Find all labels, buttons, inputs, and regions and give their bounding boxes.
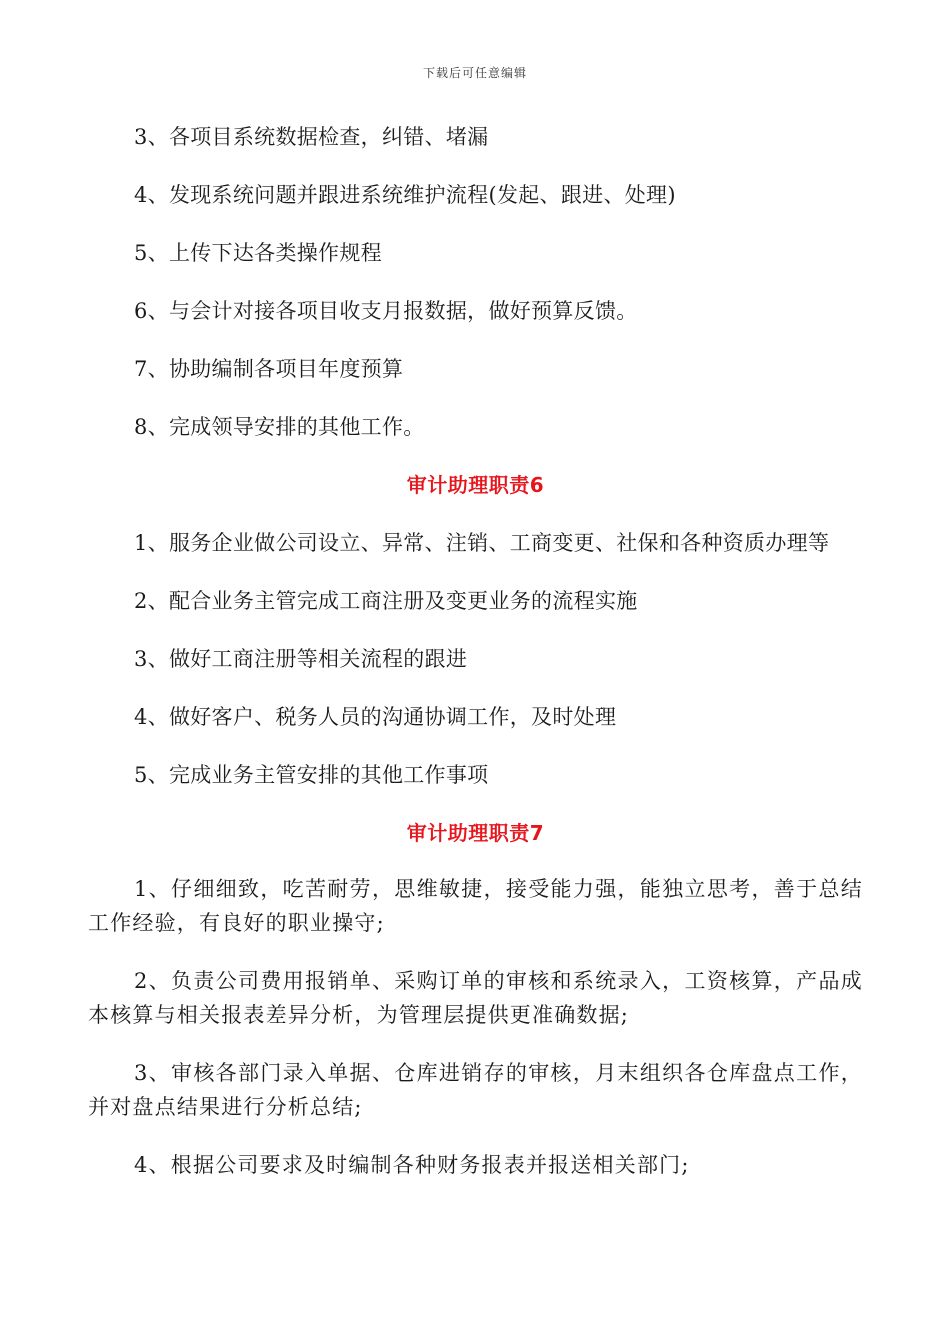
paragraph: 4、根据公司要求及时编制各种财务报表并报送相关部门; xyxy=(134,1153,690,1177)
section-heading-7: 审计助理职责7 xyxy=(406,821,545,845)
list-item: 6、与会计对接各项目收支月报数据，做好预算反馈。 xyxy=(134,299,638,323)
list-item: 3、做好工商注册等相关流程的跟进 xyxy=(134,647,468,671)
list-item: 5、完成业务主管安排的其他工作事项 xyxy=(134,763,489,787)
page-header: 下载后可任意编辑 xyxy=(422,66,527,80)
document-body xyxy=(88,118,863,1206)
paragraph: 1、仔细细致，吃苦耐劳，思维敏捷，接受能力强，能独立思考，善于总结工作经验，有良好的职业操守; xyxy=(88,877,863,935)
list-item: 4、发现系统问题并跟进系统维护流程(发起、跟进、处理) xyxy=(134,183,676,207)
list-item: 7、协助编制各项目年度预算 xyxy=(134,357,404,381)
list-item: 8、完成领导安排的其他工作。 xyxy=(134,415,425,439)
paragraph: 3、审核各部门录入单据、仓库进销存的审核，月末组织各仓库盘点工作，并对盘点结果进行分析总结; xyxy=(88,1061,863,1119)
list-item: 5、上传下达各类操作规程 xyxy=(134,241,382,265)
section-heading-6: 审计助理职责6 xyxy=(406,473,545,497)
list-item: 4、做好客户、税务人员的沟通协调工作，及时处理 xyxy=(134,705,617,729)
list-item: 1、服务企业做公司设立、异常、注销、工商变更、社保和各种资质办理等 xyxy=(134,531,830,555)
paragraph: 2、负责公司费用报销单、采购订单的审核和系统录入，工资核算，产品成本核算与相关报表差异分析，为管理层提供更准确数据; xyxy=(88,969,863,1027)
list-item: 3、各项目系统数据检查，纠错、堵漏 xyxy=(134,125,489,149)
list-item: 2、配合业务主管完成工商注册及变更业务的流程实施 xyxy=(134,589,638,613)
